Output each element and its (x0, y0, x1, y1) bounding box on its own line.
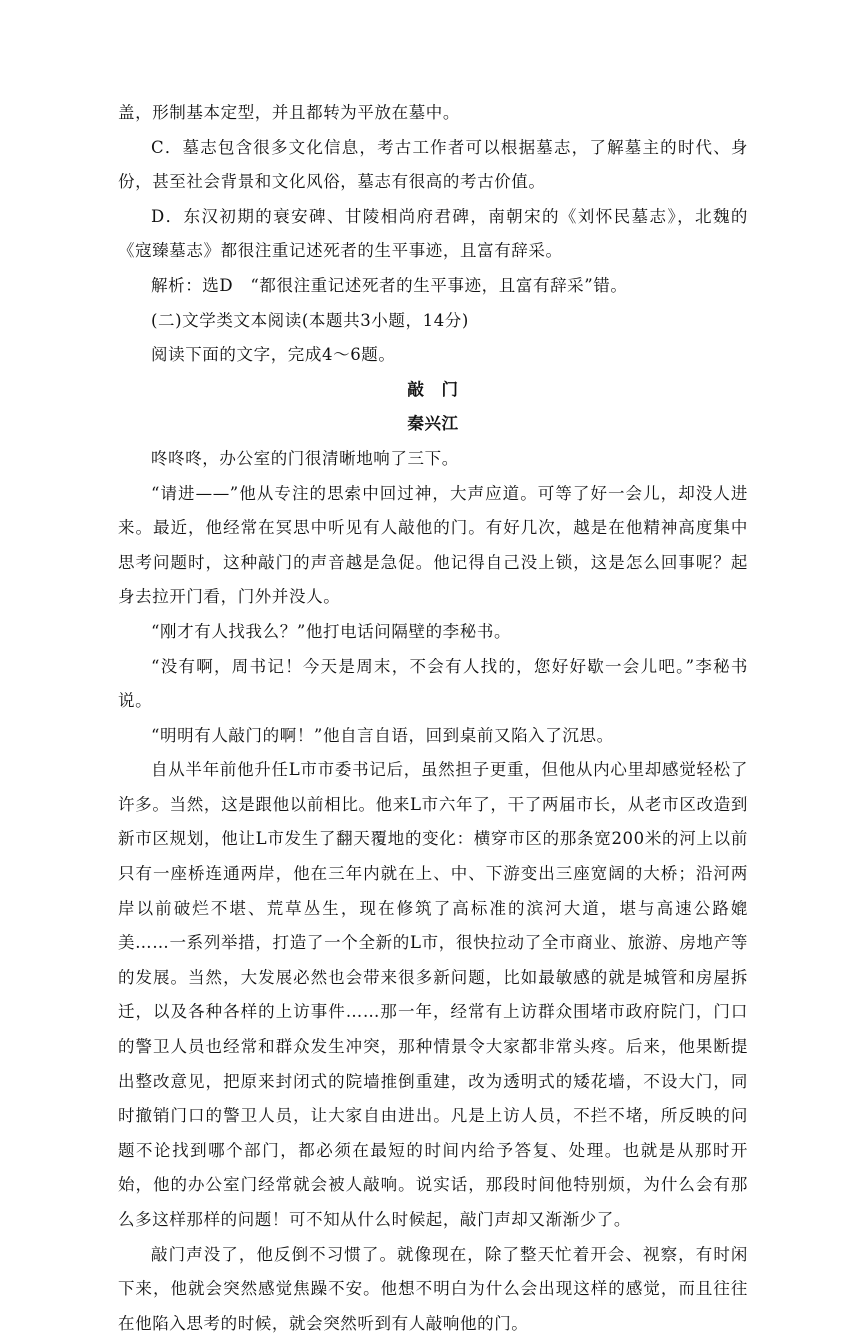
section-heading: (二)文学类文本阅读(本题共3小题，14分) (151, 310, 469, 330)
option-d: D．东汉初期的衰安碑、甘陵相尚府君碑，南朝宋的《刘怀民墓志》，北魏的《寇臻墓志》都很注重记述死者的生平事迹，且富有辞采。 (118, 206, 748, 261)
reading-instruction: 阅读下面的文字，完成4～6题。 (151, 345, 396, 365)
article-title: 敲 门 (407, 379, 459, 399)
option-c: C．墓志包含很多文化信息，考古工作者可以根据墓志，了解墓主的时代、身份，甚至社会背景和文化风俗，墓志有很高的考古价值。 (118, 137, 748, 192)
paragraph-6: 自从半年前他升任L市市委书记后，虽然担子更重，但他从内心里却感觉轻松了许多。当然，这是跟他以前相比。他来L市六年了，干了两届市长，从老市区改造到新市区规划，他让L市发生了翻天覆地的变化：横穿市区的那条宽200米的河上以前只有一座桥连通两岸，他在三年内就在上、中、下游变出三座宽阔的大桥；沿河两岸以前破烂不堪、荒草丛生，现在修筑了高标准的滨河大道，堪与高速公路媲美……一系列举措，打造了一个全新的L市，很快拉动了全市商业、旅游、房地产等的发展。当然，大发展必然也会带来很多新问题，比如最敏感的就是城管和房屋拆迁，以及各种各样的上访事件……那一年，经常有上访群众围堵市政府院门，门口的警卫人员也经常和群众发生冲突，那种情景令大家都非常头疼。后来，他果断提出整改意见，把原来封闭式的院墙推倒重建，改为透明式的矮花墙，不设大门，同时撤销门口的警卫人员，让大家自由进出。凡是上访人员，不拦不堵，所反映的问题不论找到哪个部门，都必须在最短的时间内给予答复、处理。也就是从那时开始，他的办公室门经常就会被人敲响。说实话，那段时间他特别烦，为什么会有那么多这样那样的问题！可不知从什么时候起，敲门声却又渐渐少了。 (118, 760, 748, 1229)
paragraph-3: “刚才有人找我么？”他打电话问隔壁的李秘书。 (151, 621, 512, 641)
paragraph-2: “请进——”他从专注的思索中回过神，大声应道。可等了好一会儿，却没人进来。最近，他经常在冥思中听见有人敲他的门。有好几次，越是在他精神高度集中思考问题时，这种敲门的声音越是急促。他记得自己没上锁，这是怎么回事呢？起身去拉开门看，门外并没人。 (118, 483, 748, 607)
paragraph-7: 敲门声没了，他反倒不习惯了。就像现在，除了整天忙着开会、视察，有时闲下来，他就会突然感觉焦躁不安。他想不明白为什么会出现这样的感觉，而且往往在他陷入思考的时候，就会突然听到有人敲响他的门。 (118, 1244, 748, 1333)
paragraph-5: “明明有人敲门的啊！”他自言自语，回到桌前又陷入了沉思。 (151, 725, 614, 745)
analysis: 解析：选D “都很注重记述死者的生平事迹，且富有辞采”错。 (151, 275, 628, 295)
article-author: 秦兴江 (407, 414, 459, 434)
paragraph-4: “没有啊，周书记！今天是周末，不会有人找的，您好好歇一会儿吧。”李秘书说。 (118, 656, 748, 711)
paragraph-1: 咚咚咚，办公室的门很清晰地响了三下。 (151, 448, 459, 468)
option-b-continuation: 盖，形制基本定型，并且都转为平放在墓中。 (118, 103, 460, 122)
document-body (118, 96, 748, 1341)
